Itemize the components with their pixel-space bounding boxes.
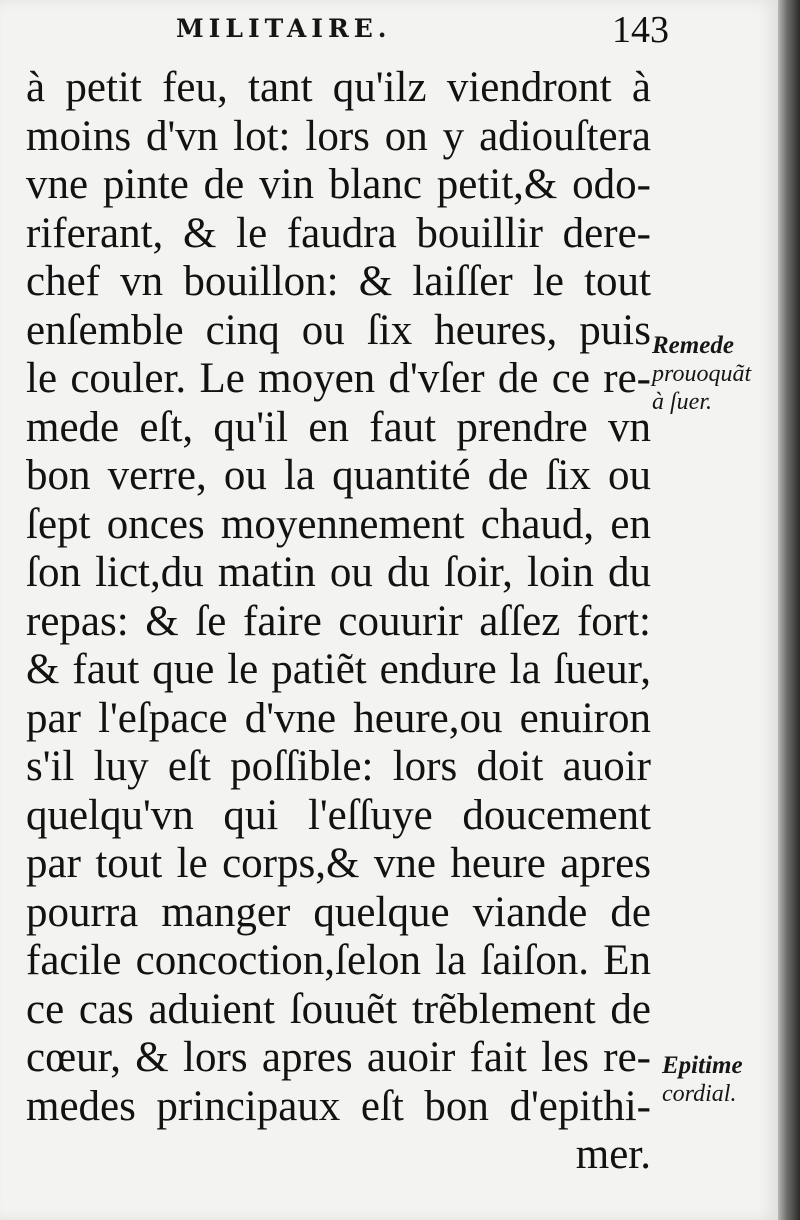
text-line: moins d'vn lot: lors on y adiouſtera: [26, 112, 651, 160]
body-text: [26, 64, 651, 1180]
text-line: enſemble cinq ou ſix heures, puis: [26, 306, 651, 354]
page-number: 143: [612, 9, 669, 51]
text-line: s'il luy eſt poſſible: lors doit auoir: [26, 743, 651, 790]
text-line: mede eſt, qu'il en faut prendre vn: [26, 403, 651, 451]
text-line: cœur, & lors apres auoir fait les re-: [26, 1034, 651, 1081]
text-line: quelqu'vn qui l'eſſuye doucement: [26, 791, 651, 839]
text-line: pourra manger quelque viande de: [26, 888, 651, 936]
margin-note-line: Remede: [652, 332, 734, 359]
text-line: ce cas aduient ſouuẽt trẽblement de: [26, 985, 651, 1033]
text-line: à petit feu, tant qu'ilz viendront à: [26, 64, 651, 111]
book-binding-edge: [778, 0, 800, 1220]
text-line: chef vn bouillon: & laiſſer le tout: [26, 258, 651, 305]
text-line: & faut que le patiẽt endure la ſueur,: [26, 646, 651, 693]
text-line: facile concoction,ſelon la ſaiſon. En: [26, 937, 651, 984]
text-line-final: mer.: [575, 1131, 651, 1178]
margin-note-line: prouoquãt: [652, 361, 752, 387]
running-head: MILITAIRE.: [176, 14, 392, 43]
text-line: par l'eſpace d'vne heure,ou enuiron: [26, 694, 651, 742]
text-line: bon verre, ou la quantité de ſix ou: [26, 452, 651, 499]
margin-note-line: cordial.: [662, 1081, 737, 1107]
text-line: ſon lict,du matin ou du ſoir, loin du: [26, 549, 651, 596]
text-line: ſept onces moyennement chaud, en: [26, 500, 651, 548]
text-line: le couler. Le moyen d'vſer de ce re-: [26, 355, 651, 402]
page-header: [0, 8, 778, 52]
text-line: repas: & ſe faire couurir aſſez fort:: [26, 597, 651, 645]
margin-note-remede: [652, 332, 751, 416]
margin-note-line: à ſuer.: [652, 389, 712, 415]
text-line: riferant, & le faudra bouillir dere-: [26, 209, 651, 257]
margin-note-epitime: [662, 1052, 743, 1108]
text-line: par tout le corps,& vne heure apres: [26, 840, 651, 887]
margin-note-line: Epitime: [662, 1052, 743, 1079]
text-line: vne pinte de vin blanc petit,& odo-: [26, 161, 651, 208]
text-line: medes principaux eſt bon d'epithi-: [26, 1082, 651, 1130]
